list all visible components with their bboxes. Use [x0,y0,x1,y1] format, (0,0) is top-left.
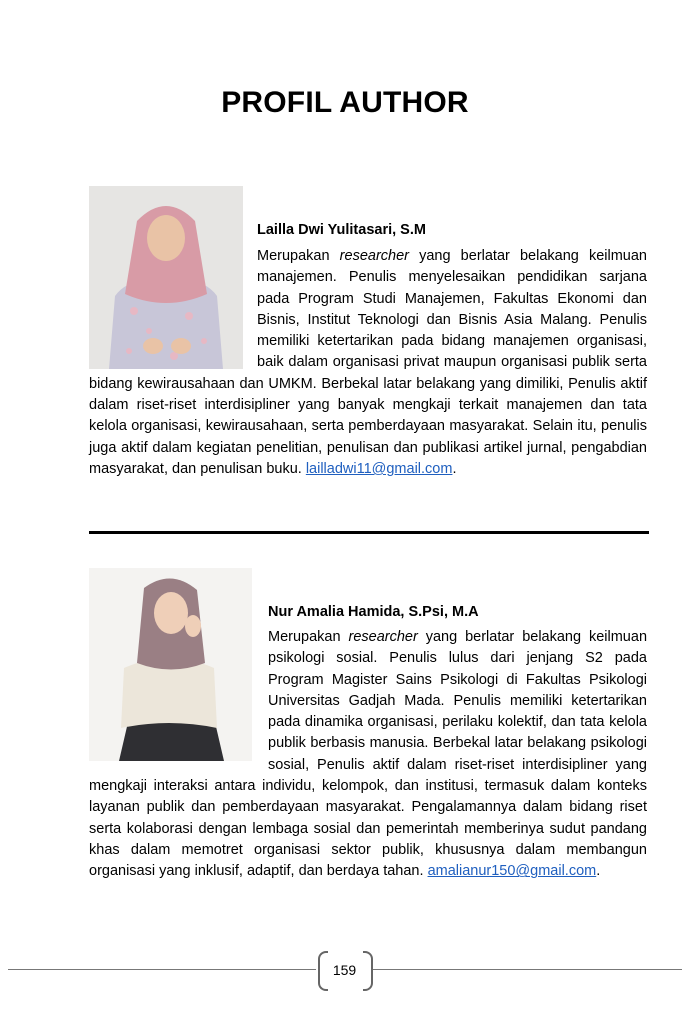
author-email-link-1[interactable]: lailladwi11@gmail.com [305,460,453,477]
author-profile-2 [89,568,647,883]
author-photo-2 [89,568,252,761]
bio-text-1: yang berlatar belakang keilmuan manajemen. Penulis menyelesaikan pendidikan sarjana pada Program Studi Manajemen, Fakultas Ekonomi dan Bisnis, Institut Teknologi dan Bisnis Asia Malang. Penulis memiliki ketertarikan pada bidang manajemen organisasi, baik dalam organisasi privat maupun organisasi publik serta bidang kewirausahaan dan UMKM. Berbekal latar belakang yang dimiliki, Penulis aktif dalam riset-riset interdisipliner yang banyak mengkaji terkait manajemen dan tata kelola organisasi, kewirausahaan, serta pemberdayaan masyarakat. Selain itu, penulis juga aktif dalam kegiatan penelitian, penulisan dan publikasi artikel jurnal, pengabdian masyarakat, dan penulisan buku. [89,248,647,477]
section-divider [89,531,649,534]
page-title: PROFIL AUTHOR [221,86,469,119]
bio-intro-2: Merupakan [268,629,349,645]
author-name-2: Nur Amalia Hamida, S.Psi, M.A [268,604,479,620]
footer-line-left [8,969,316,970]
page-number-bracket-right [363,951,373,991]
bio-tail-2: . [596,863,601,880]
page-number: 159 [332,962,357,978]
author-profile-1 [89,186,647,480]
bio-text-2: yang berlatar belakang keilmuan psikologi sosial. Penulis lulus dari jenjang S2 pada Program Magister Sains Psikologi di Fakultas Psikologi Universitas Gadjah Mada. Penulis memiliki ketertarikan pada dinamika organisasi, perilaku kolektif, dan tata kelola publik berbasis manusia. Berbekal latar belakang psikologi sosial, Penulis aktif dalam riset-riset interdisipliner yang mengkaji interaksi antara individu, kelompok, dan institusi, termasuk dalam konteks layanan publik dan pemberdayaan masyarakat. Pengalamannya dalam bidang riset serta kolaborasi dengan lembaga sosial dan pemerintah memberinya sudut pandang khas dalam memotret organisasi sektor publik, khususnya dalam membangun organisasi yang inklusif, adaptif, dan berdaya tahan. [89,629,648,880]
bio-intro-1: Merupakan [257,248,340,264]
author-email-link-2[interactable]: amalianur150@gmail.com [427,863,597,880]
author-name-1: Lailla Dwi Yulitasari, S.M [257,222,426,238]
bio-researcher-1: researcher [339,248,409,264]
footer-line-right [373,969,682,970]
author-photo-1 [89,186,243,369]
bio-researcher-2: researcher [348,629,418,645]
bio-tail-1: . [452,460,457,477]
